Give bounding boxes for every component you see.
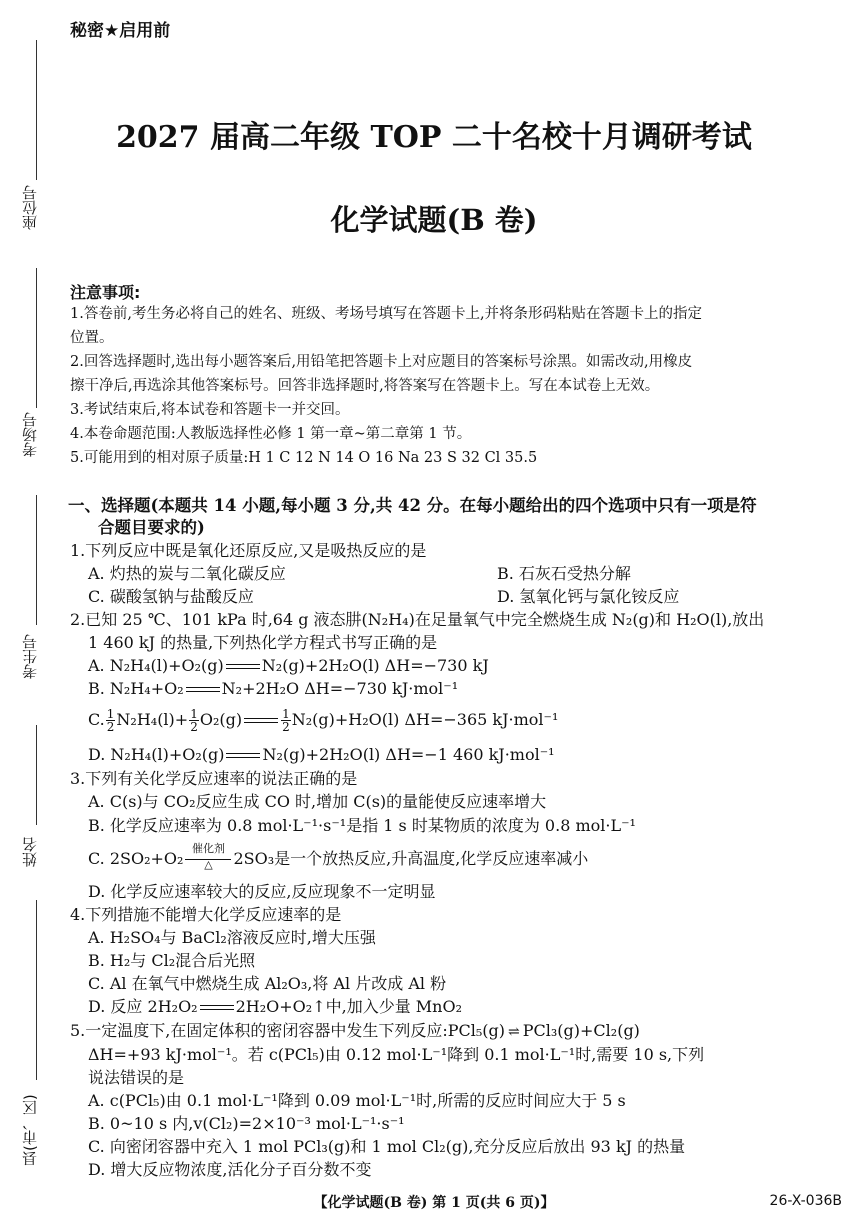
binding-line xyxy=(36,725,37,825)
notice-item: 3.考试结束后,将本试卷和答题卡一并交回。 xyxy=(70,402,350,418)
q5-option-c: C. 向密闭容器中充入 1 mol PCl₃(g)和 1 mol Cl₂(g),充分反应后放出 93 kJ 的热量 xyxy=(88,1137,686,1156)
exam-room-label: 考场号 xyxy=(21,412,39,458)
binding-line xyxy=(36,900,37,1080)
question-5-stem-cont: 说法错误的是 xyxy=(88,1068,185,1087)
question-2-stem: 2.已知 25 ℃、101 kPa 时,64 g 液态肼(N₂H₄)在足量氧气中完全燃烧生成 N₂(g)和 H₂O(l),放出 xyxy=(70,610,765,629)
notice-item: 5.可能用到的相对原子质量:H 1 C 12 N 14 O 16 Na 23 S 32 Cl 35.5 xyxy=(70,450,538,466)
q4-option-b: B. H₂与 Cl₂混合后光照 xyxy=(88,951,256,970)
question-4-stem: 4.下列措施不能增大化学反应速率的是 xyxy=(70,905,342,924)
question-1-stem: 1.下列反应中既是氧化还原反应,又是吸热反应的是 xyxy=(70,541,427,560)
q1-option-c: C. 碳酸氢钠与盐酸反应 xyxy=(88,587,254,606)
q2-option-c: C. $\frac{1}{2}$ N₂H₄(l)+ $\frac{1}{2}$ O₂(g) $\frac{1}{2}$ N₂(g)+H₂O(l) ΔH=−365 kJ·mol⁻¹ xyxy=(88,707,559,734)
q1-option-d: D. 氢氧化钙与氯化铵反应 xyxy=(497,587,680,606)
question-5-stem: 5.一定温度下,在固定体积的密闭容器中发生下列反应:PCl₅(g) ⇌ PCl₃(g)+Cl₂(g) xyxy=(70,1021,640,1040)
q1-option-b: B. 石灰石受热分解 xyxy=(497,564,631,583)
question-2-stem-cont: 1 460 kJ 的热量,下列热化学方程式书写正确的是 xyxy=(88,633,438,652)
confidential-mark: 秘密★启用前 xyxy=(70,21,171,41)
q5-option-d: D. 增大反应物浓度,活化分子百分数不变 xyxy=(88,1160,372,1179)
name-label: 姓名 xyxy=(21,837,39,867)
notice-item: 擦干净后,再选涂其他答案标号。回答非选择题时,将答案写在答题卡上。写在本试卷上无效。 xyxy=(70,378,660,394)
q2-option-a: A. N₂H₄(l)+O₂(g) N₂(g)+2H₂O(l) ΔH=−730 kJ xyxy=(88,656,489,675)
q4-option-c: C. Al 在氧气中燃烧生成 Al₂O₃,将 Al 片改成 Al 粉 xyxy=(88,974,447,993)
q3-option-d: D. 化学反应速率较大的反应,反应现象不一定明显 xyxy=(88,882,436,901)
paper-code: 26-X-036B xyxy=(769,1193,842,1209)
q1-option-a: A. 灼热的炭与二氧化碳反应 xyxy=(88,564,286,583)
seat-number-label: 座位号 xyxy=(21,185,39,231)
section-heading-cont: 合题目要求的) xyxy=(98,518,205,537)
q5-option-a: A. c(PCl₅)由 0.1 mol·L⁻¹降到 0.09 mol·L⁻¹时,所需的反应时间应大于 5 s xyxy=(88,1091,626,1110)
question-3-stem: 3.下列有关化学反应速率的说法正确的是 xyxy=(70,769,358,788)
section-heading: 一、选择题(本题共 14 小题,每小题 3 分,共 42 分。在每小题给出的四个选项中只有一项是符 xyxy=(68,496,757,515)
notice-item: 2.回答选择题时,选出每小题答案后,用铅笔把答题卡上对应题目的答案标号涂黑。如需改动,用橡皮 xyxy=(70,354,693,370)
question-5-stem-cont: ΔH=+93 kJ·mol⁻¹。若 c(PCl₅)由 0.12 mol·L⁻¹降到 0.1 mol·L⁻¹时,需要 10 s,下列 xyxy=(88,1045,705,1064)
q2-option-d: D. N₂H₄(l)+O₂(g) N₂(g)+2H₂O(l) ΔH=−1 460 kJ·mol⁻¹ xyxy=(88,745,555,764)
exam-number-label: 考生号 xyxy=(21,634,39,680)
q2-option-b: B. N₂H₄+O₂ N₂+2H₂O ΔH=−730 kJ·mol⁻¹ xyxy=(88,679,459,698)
q4-option-a: A. H₂SO₄与 BaCl₂溶液反应时,增大压强 xyxy=(88,928,376,947)
notice-item: 位置。 xyxy=(70,330,114,346)
q3-option-c: C. 2SO₂+O₂ 催化剂 △ 2SO₃是一个放热反应,升高温度,化学反应速率减小 xyxy=(88,841,589,871)
notice-heading: 注意事项: xyxy=(70,283,141,302)
notice-item: 4.本卷命题范围:人教版选择性必修 1 第一章~第二章第 1 节。 xyxy=(70,426,472,442)
notice-item: 1.答卷前,考生务必将自己的姓名、班级、考场号填写在答题卡上,并将条形码粘贴在答题卡上的指定 xyxy=(70,306,703,322)
q3-option-a: A. C(s)与 CO₂反应生成 CO 时,增加 C(s)的量能使反应速率增大 xyxy=(88,792,547,811)
binding-line xyxy=(36,495,37,625)
binding-line xyxy=(36,40,37,180)
binding-line xyxy=(36,268,37,408)
exam-title: 2027 届高二年级 TOP 二十名校十月调研考试 xyxy=(116,120,752,155)
q4-option-d: D. 反应 2H₂O₂ 2H₂O+O₂↑中,加入少量 MnO₂ xyxy=(88,997,463,1016)
county-label: 县(市、区) xyxy=(21,1094,39,1166)
paper-subtitle: 化学试题(B 卷) xyxy=(330,203,538,237)
page-footer: 【化学试题(B 卷) 第 1 页(共 6 页)】 xyxy=(313,1195,555,1211)
q3-option-b: B. 化学反应速率为 0.8 mol·L⁻¹·s⁻¹是指 1 s 时某物质的浓度为 0.8 mol·L⁻¹ xyxy=(88,816,636,835)
q5-option-b: B. 0~10 s 内,v(Cl₂)=2×10⁻³ mol·L⁻¹·s⁻¹ xyxy=(88,1114,405,1133)
